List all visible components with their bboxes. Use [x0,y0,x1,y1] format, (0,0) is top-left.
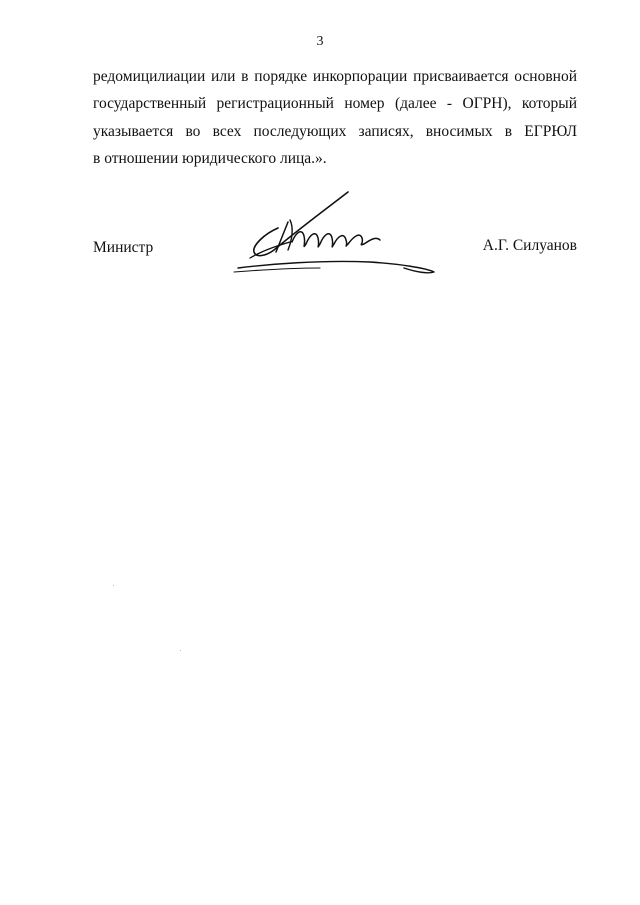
scan-speck [180,650,181,651]
signatory-name: А.Г. Силуанов [482,237,577,254]
signatory-title: Министр [93,239,154,256]
page-number: 3 [316,34,324,49]
body-line-1: редомицилиации или в порядке инкорпорации присваивается основной [93,68,577,85]
body-line-3: указывается во всех последующих записях, вносимых в ЕГРЮЛ [93,122,577,140]
body-line-4: в отношении юридического лица.». [93,149,327,167]
body-text [93,63,577,172]
handwritten-signature [230,188,440,278]
body-line-2: государственный регистрационный номер (далее - ОГРН), который [93,95,577,113]
scan-speck [113,585,114,586]
